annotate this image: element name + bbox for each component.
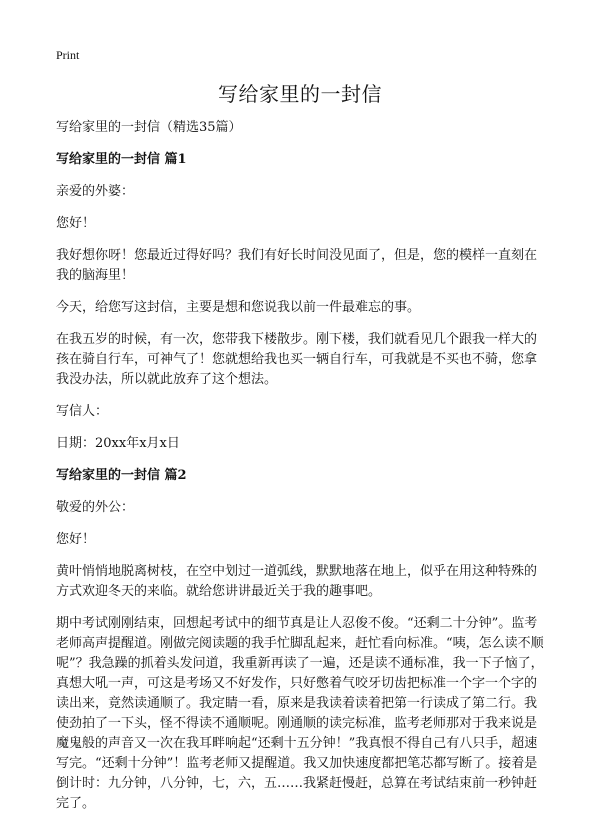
letter-1 xyxy=(56,150,548,454)
letter-2-salutation: 敬爱的外公： xyxy=(56,500,135,515)
letter-2-greeting: 您好！ xyxy=(56,532,96,547)
letter-2 xyxy=(56,466,548,814)
letter-2-paragraph: 黄叶悄悄地脱离树枝，在空中划过一道弧线，默默地落在地上，似乎在用这种特殊的方式欢迎冬天的来临。就给您讲讲最近关于我的趣事吧。 xyxy=(56,564,538,599)
letter-1-paragraph: 在我五岁的时候，有一次，您带我下楼散步。刚下楼，我们就看见几个跟我一样大的孩在骑自行车，可神气了！您就想给我也买一辆自行车，可我就是不买也不骑，您拿我没办法，所以就此放弃了这个想法。 xyxy=(56,332,538,387)
letter-2-heading: 写给家里的一封信 篇2 xyxy=(56,468,187,483)
letter-1-greeting: 您好！ xyxy=(56,216,96,231)
letter-2-paragraph: 期中考试刚刚结束，回想起考试中的细节真是让人忍俊不俊。“还剩二十分钟”。监考老师高声提醒道。刚做完阅读题的我手忙脚乱起来，赶忙看向标准。“咦，怎么读不顺呢”？我急躁的抓着头发问道，我重新再读了一遍，还是读不通标准，我一下子恼了，真想大吼一声，可这是考场又不好发作，只好憋着气咬牙切齿把标准一个字一个字的读出来，竟然读通顺了。我定睛一看，原来是我读着读着把第一行读成了第二行。我使劲拍了一下头，怪不得读不通顺呢。刚通顺的读完标准，监考老师那对于我来说是魔鬼般的声音又一次在我耳畔响起“还剩十五分钟！”我真恨不得自己有八只手，超速写完。“还剩十分钟”！监考老师又提醒道。我又加快速度都把笔芯都写断了。接着是倒计时：九分钟，八分钟，七，六，五……我紧赶慢赶，总算在考试结束前一秒钟赶完了。 xyxy=(56,616,544,811)
letter-1-date: 日期：20xx年x月x日 xyxy=(56,436,180,451)
letter-1-salutation: 亲爱的外婆： xyxy=(56,184,135,199)
document-subtitle: 写给家里的一封信（精选35篇） xyxy=(56,120,242,135)
letter-1-paragraph: 我好想你呀！您最近过得好吗？我们有好长时间没见面了，但是，您的模样一直刻在我的脑海里！ xyxy=(56,248,538,283)
letter-1-paragraph: 今天，给您写这封信，主要是想和您说我以前一件最难忘的事。 xyxy=(56,300,421,315)
print-label: Print xyxy=(56,48,80,62)
letter-1-heading: 写给家里的一封信 篇1 xyxy=(56,152,187,167)
document-body xyxy=(56,118,548,826)
page-title: 写给家里的一封信 xyxy=(218,82,382,106)
letter-1-signature: 写信人： xyxy=(56,404,109,419)
